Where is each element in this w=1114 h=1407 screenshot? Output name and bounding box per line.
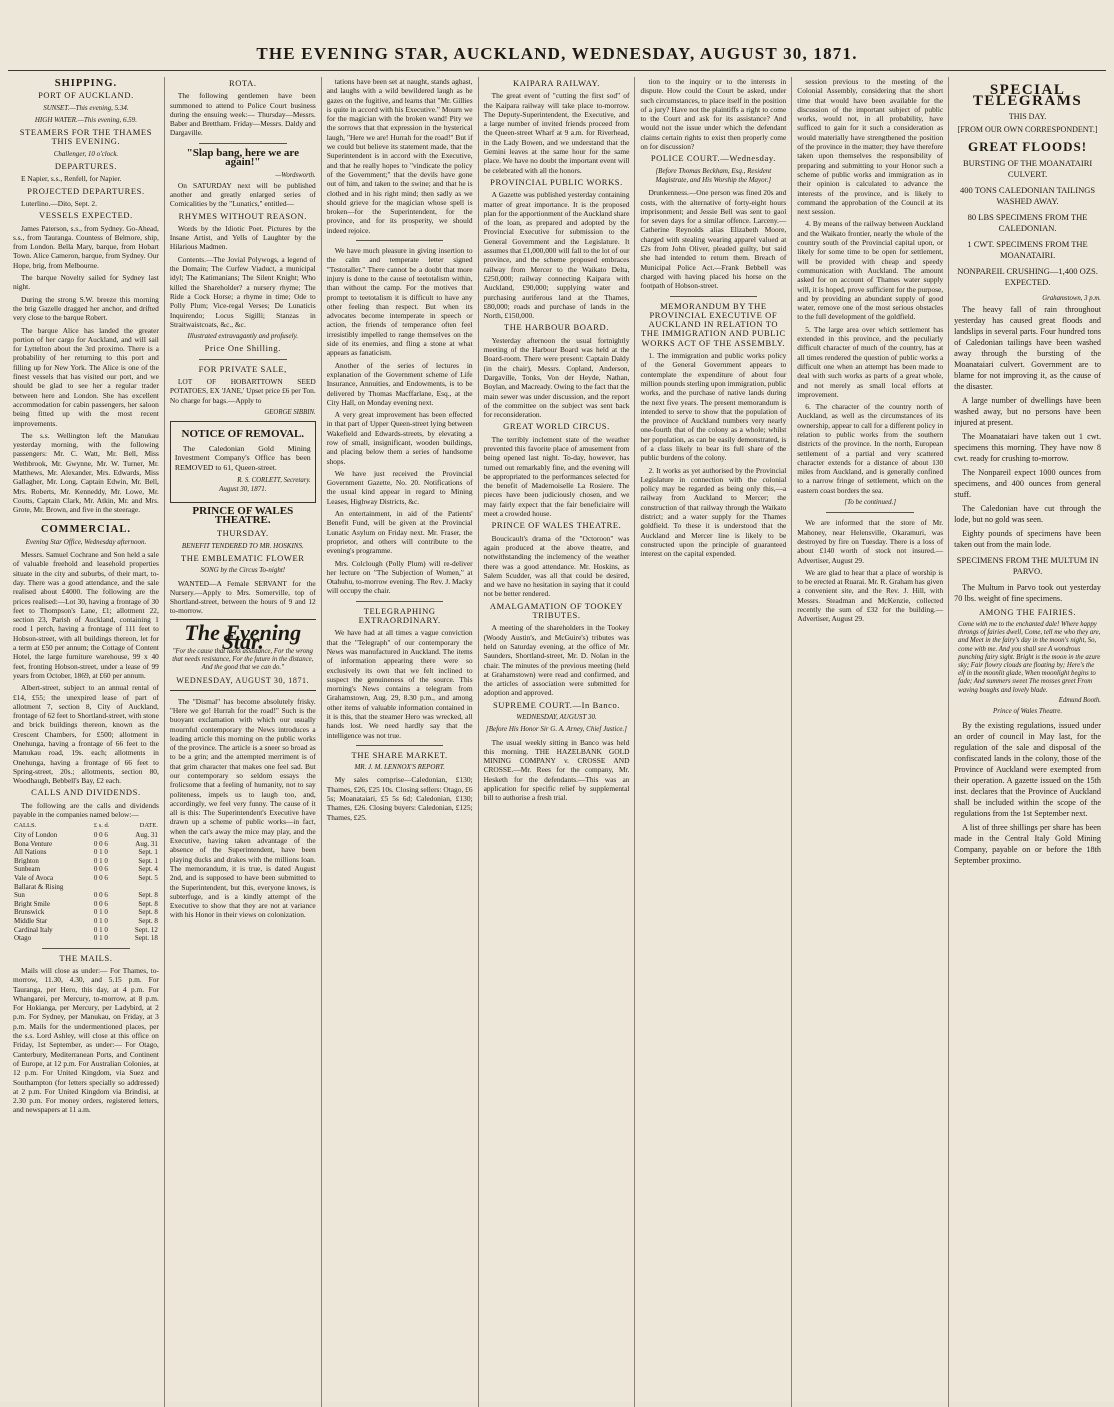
calls-date: Sept. 12 (134, 925, 158, 934)
paper-motto: "For the cause that lacks assistance, For the wrong that needs resistance, For the future in the distance, And the good that we can do." (172, 648, 314, 672)
calls-amount (93, 883, 120, 892)
supreme-court-text: The usual weekly sitting in Banco was held this morning. THE HAZELBANK GOLD MINING COMPANY v. CROSSE AND CROSSE.—Mr. Rees for the company, Mr. Hesketh for the defendants.—This was an application for specific relief by supplemental bill to authorise a fresh trial. (483, 737, 630, 803)
memorandum-para-6: 6. The character of the country north of Auckland, as well as the circumstances of its ownership, appear to call for a different policy in relation to public works from the southern districts of the province. In the north, European settlement of a partial and very scattered character extends for a distance of about 130 miles from Auckland, and is generally confined to a narrow fringe of settlement, which on the eastern coast borders the sea. (797, 402, 944, 495)
divider (670, 296, 758, 297)
editorial-text: The "Dismal" has become absolutely frisky. "Here we go! Hurrah for the road!" Such is the buoyant exclamation with which our usually mournful contemporary the News introduces a leading article this morning on the public works of the province. The article is a sneer so broad as to be a grin; and the attempted merriment is of that grim character that makes one feel sad. But our contemporary so seldom essays the frolicsome that a feeling of humanity, not to say politeness, impels us to laugh too, and, accordingly, we feel very funny. The cause of it all is this: The Superintendent's Executive have drawn up a scheme of public works—in fact, when the cat's away the mice may play, and the Executive, having taken advantage of the absence of the Superintendent, have been playing ducks and drakes with the millions loan. The memorandum, it is true, is dated August 2nd, and is supposed to have been submitted to the Superintendent, but this, everyone knows, is subterfuge, and is a kindly attempt of the Executive to show that they are not at variance with his Honor in their views on colonization. (169, 696, 316, 920)
calls-date: Sept. 4 (138, 865, 158, 874)
news-para-3: A very great improvement has been effected in that part of Upper Queen-street lying between Wakefield and Edwards-streets, by elevating a row of small, insignificant, wooden buildings, and placing below them a series of handsome shops. (326, 410, 473, 466)
divider (826, 512, 914, 513)
divider (199, 143, 287, 144)
fairies-poem: Come with me to the enchanted dale! Where happy throngs of fairies dwell, Come, tell me who they are, and Meet in the fairy's day in the moon's night, So, come with me. And you shall see A wondrous punching fairy sight. Bright is the moon in the azure sky; Fair flowry clouds are floating by; Here's the elf in the moonlit glade, When moonlight begins to fade; And summers sweet The mosses greet From waving boughs and lovely blade. (958, 621, 1101, 694)
share-market-heading: THE SHARE MARKET. (351, 749, 448, 760)
removal-heading: NOTICE OF REMOVAL. (181, 428, 305, 441)
slap-bang-attribution: —Wordsworth. (275, 172, 316, 180)
regulations-para: By the existing regulations, issued under an order of council in May last, for the regulation of the sale and disposal of the confiscated lands in the colony, those of the Province of Auckland were exempted from their operation. A gazette issued on the 15th inst. declares that the Province of Auckland shall be included within the scope of the regulations from the 1st September next. (954, 720, 1101, 818)
nonpareil-headline: NONPAREIL CRUSHING—1,400 OZS. EXPECTED. (957, 266, 1098, 287)
shipping-para-2: During the strong S.W. breeze this morning the brig Gazelle dragged her anchor, and drifted very close to the barque Robert. (13, 294, 159, 323)
commercial-para-2: Albert-street, subject to an annual rental of £14, £55; the unexpired lease of part of allotment 7, section 8, City of Auckland, frontage of 62 feet to Shortland-street, with stone and brick buildings thereon, known as the Crescent Chambers, for £500; allotment in Onehunga, having a frontage of 66 feet to the Manukau road, 19s. each; allotments in Onehunga, having a frontage of 66 feet to Spring-street, 20s.; allotments, section 80, Woodhaugh, Bebbell's Bay, £2 each. (13, 683, 159, 786)
column-courts (635, 77, 792, 1407)
mails-heading: THE MAILS. (59, 952, 113, 963)
calls-name: City of London (14, 830, 58, 839)
wanted-ad: WANTED—A Female SERVANT for the Nursery.—Apply to Mrs. Somerville, top of Shortland-street, between the hours of 9 and 12 to-morrow. (169, 578, 316, 616)
kaipara-text: The great event of "cutting the first sod" of the Kaipara railway will take place to-morrow. The Deputy-Superintendent, the Executive, and a large number of invited friends proceed from the Queen-street Wharf at 9 a.m. for Riverhead, in the Lady Bowen, and we understand that the Gemini leaves at the same hour for the same place. We have no doubt the important event will be celebrated with all the honors. (483, 91, 630, 175)
supreme-court-heading: SUPREME COURT.—In Banco. (492, 699, 621, 710)
supreme-court-date: WEDNESDAY, AUGUST 30. (516, 713, 597, 721)
column-advertisements (165, 77, 322, 1407)
calls-name: Otago (14, 934, 32, 943)
share-market-text: My sales comprise—Caledonian, £130; Thames, £26, £25 10s. Closing sellers: Otago, £6 5s; Moanataiari, £5 5s 6d; Caledonian, £130; Thames, £26. Closing buyers: Caledonian, £125; Thames, £25. (326, 775, 473, 822)
table-row (13, 908, 159, 917)
commercial-dateline: Evening Star Office, Wednesday afternoon. (25, 537, 147, 546)
public-works-heading: PROVINCIAL PUBLIC WORKS. (490, 176, 623, 187)
tailings-headline: 400 TONS CALEDONIAN TAILINGS WASHED AWAY. (960, 185, 1096, 206)
memorandum-para-4: 4. By means of the railway between Auckland and the Waikato frontier, nearly the whole of the country south of the Provincial capital upon, or likely for some time to be open for settlement, will be provided with cheap and speedy communication with Auckland. The amount asked for on account of Thames water supply will, it is hoped, prove sufficient for the purpose, and by providing an abundant supply of good water, remove one of the most serious obstacles to the full development of the goldfield. (797, 219, 944, 322)
divider (42, 519, 130, 520)
steamers-heading: STEAMERS FOR THE THAMES THIS EVENING. (19, 127, 153, 147)
rhymes-text: Words by the Idiotic Poet. Pictures by the Insane Artist, and Yells of Laughter by the Hilarious Madmen. (169, 223, 316, 252)
calls-date: Sept. 8 (138, 908, 158, 917)
private-sale-text: LOT OF HOBARTTOWN SEED POTATOES, EX 'JANE,' Upset price £6 per Ton. No charge for bags.—Apply to (169, 377, 316, 405)
amalgamation-text: A meeting of the shareholders in the Tookey (Woody Austin's, and McGuire's) tributes was held on Saturday evening, at the office of Mr. Saunders, Shortland-street, Mr. D. Nolan in the chair. The minutes of the previous meeting (held at Grahamstown) were read and confirmed, and the articles of association were submitted for adoption and approved. (483, 623, 630, 698)
divider (356, 601, 444, 602)
kaipara-heading: KAIPARA RAILWAY. (512, 78, 601, 88)
saturday-notice: On SATURDAY next will be published another and greatly enlarged series of Comicalities by the "Lunatics," entitled— (169, 180, 316, 209)
calls-amount: 0 0 6 (93, 865, 108, 874)
news-para-1: We have much pleasure in giving insertion to the calm and temperate letter signed "Testotaller." There cannot be a doubt that more injury is done to the cause of teetotalism within, than without the camp. For the motives that prompt to teetotalism it is difficult to have any other feeling than respect. But when its advocates become intemperate in speech or action, the friends of temperance often feel irresistibly impelled to range themselves on the side of its enemies, and fling a stone at what appears as fanaticism. (326, 246, 473, 358)
calls-date: Sept. 1 (138, 848, 158, 857)
poem-author: Edmund Booth. (1058, 696, 1101, 704)
rhymes-contents: Contents.—The Jovial Polywogs, a legend of the Domain; The Curfew Viaduct, a municipal idyl; The Katimanians; The Silent Knight; Who killed the Shareholder? a nursery rhyme; The Ride a Cock Horse; a rhyme in time; Ode to Polly Plum; Vice-regal Verses; De Lunaticis Inquirendo; Locus Sigilli; Stanzas in Straitwaistcoats, &c., &c. (169, 254, 316, 329)
flower-heading: THE EMBLEMATIC FLOWER (181, 552, 305, 563)
police-court-text: Drunkenness.—One person was fined 20s and costs, with the alternative of forty-eight hours imprisonment; and Jessie Bell was sent to gaol for seven days for a similar offence. Larceny.—Catherine Reynolds alias Elizabeth Moore, charged with stealing wearing apparel valued at £2s from John Oliver, pleaded guilty, but said she had intended to return them. Breach of Municipal Police Act.—Frank Bebbell was charged with having placed his horse on the footpath of Hobson-street. (640, 188, 787, 291)
call-notice: A list of three shillings per share has been made in the Central Italy Gold Mining Company, payable on or before the 18th September proximo. (954, 822, 1101, 865)
calls-name: Sunbeam (14, 865, 41, 874)
police-court-sub: [Before Thomas Beckham, Esq., Resident Magistrate, and His Worship the Mayor.] (655, 166, 772, 184)
notice-worship: We are glad to hear that a place of worship is to be erected at Ruarai. Mr. R. Graham has given a convenient site, and the Rev. J. Hill, with Messrs. Steadman and McKenzie, collected recently the sum of £32 for the building.—Advertiser, August 29. (797, 567, 944, 624)
public-works-text: A Gazette was published yesterday containing matter of great importance. It is the proposed plan for the apportionment of the Auckland share of the loan, as prepared and adopted by the Provincial Executive for submission to the General Government and the Legislature. It assumes that £1,000,000 will fall to the lot of our province, and the scheme proposed embraces railway from Mercer to the Waikato Delta, £250,000; railway connecting Kaipara with Auckland, £90,000; supplying water and purchasing auriferous land at the Thames, £80,000; roads and purchase of lands in the North, £150,000. (483, 190, 630, 321)
table-row (13, 883, 159, 892)
telegram-para-5: The Caledonian have cut through the lode, but no gold was seen. (954, 504, 1101, 524)
table-row (13, 900, 159, 909)
calls-amount: 0 1 0 (93, 934, 108, 943)
news-para-2: Another of the series of lectures in explanation of the Government scheme of Life Insurance, Annuities, and Endowments, is to be delivered by Thomas Macffarlane, Esq., at the City Hall, on Monday evening next. (326, 360, 473, 407)
shipping-para-4: The s.s. Wellington left the Manukau yesterday morning, with the following passengers: Mr. C. Watt, Mr. Bell, Miss Wethbrook, Mr. Gwynne, Mr. W. Turner, Mr. Matthews, Mr. Alexander, Mrs. Edwards, Miss Gallagher, Mr. Long, Captain Edwin, Mr. Bell, Mrs. Roberts, Mr. Kenneddy, Mr. Lowe, Mr. Coutts, Captain Clark, Mr. Atkin, Mr. and Mrs. Grote, Mr. Brown, and five in the steerage. (13, 430, 159, 515)
slap-bang-quote: "Slap bang, here we are again!" (186, 146, 299, 169)
table-row (13, 831, 159, 840)
removal-date: August 30, 1871. (219, 485, 267, 494)
court-cont: tion to the inquiry or to the interests in dispute. How could the Court be asked, under such circumstances, to place itself in the position of a jury? Have not the plaintiffs a right to come to the Court and ask for its assistance? And would not the issue under which the defendant claims certain rights to exist then properly come on for discussion? (640, 77, 787, 152)
theatre-heading: PRINCE OF WALES THEATRE. (192, 504, 294, 527)
calls-amount: 0 0 6 (93, 839, 108, 848)
table-row (13, 840, 159, 849)
paper-title: The Evening Star. (184, 619, 302, 655)
telegrams-source: [FROM OUR OWN CORRESPONDENT.] (957, 125, 1098, 134)
editorial-cont: tations have been set at naught, stands aghast, and laughs with a wild bewildered laugh as he gazes on the fugitive, and learns that "Mr. Gillies is quite in accord with his Executive." Mourn we for the magician with the broken wand! Pity we the sorrows that that expression in the hysterical laugh, "Here we are! Hurrah for the road!" But if we could but believe its statement made, that the Superintendent is in accord with the Executive, and that he really hopes to "vindicate the policy of the Government;" that the devils have gone out of him, and taken to the swine; and that he is clothed and in his right mind; then sadly as we should grieve for the magician whose spell is broken—for the Superintendent, for the province, and for its prosperity, we should indeed rejoice. (326, 77, 473, 235)
calls-name: All Nations (14, 848, 47, 857)
theatre-benefit: BENEFIT TENDERED TO MR. HOSKINS. (181, 541, 304, 550)
calls-name: Bona Venture (14, 839, 53, 848)
memorandum-para-3: session previous to the meeting of the Colonial Assembly, considering that the short time that would have been available for the discussion of the important subject of public works, would not, in all probability, have sufficed to gain for it such a consideration as would materially have strengthened the position of the province in the matter; they have therefore taken upon themselves the responsibility of preparing and submitting to your Honor such a scheme of public works and immigration as in their opinion is calculated to advance the interests of the province, and is likely to command the approbation of the Council at its next session. (797, 77, 944, 217)
removal-signature: R. S. CORLETT, Secretary. (237, 476, 311, 484)
divider (356, 745, 444, 746)
circus-text: The terribly inclement state of the weather prevented this favorite place of amusement from being opened last night. To-day, however, has turned out remarkably fine, and the evening will be appropriated to the performances selected for the benefit of Mademoiselle La Rosiere. The pieces have been judiciously chosen, and we may fairly expect that the fair beneficiaire will meet a crowded house. (483, 434, 630, 519)
telegram-para-4: The Nonpareil expect 1000 ounces from specimens, and 400 ounces from general stuff. (954, 468, 1101, 499)
departures: E Napier, s.s., Renfell, for Napier. (21, 174, 122, 184)
telegram-para-3: The Moanataiari have taken out 1 cwt. specimens this morning. They have now 8 cwt. ready for crushing to-morrow. (954, 432, 1101, 463)
calls-amount: 0 0 6 (93, 891, 108, 900)
news-para-4: We have just received the Provincial Government Gazette, No. 20. Notifications of the usual kind appear in regard to Mining Leases, Highway Districts, &c. (326, 468, 473, 506)
calls-date: Sept. 8 (138, 891, 158, 900)
great-floods-headline: GREAT FLOODS! (968, 139, 1088, 154)
memorandum-para-2: 2. It works as yet authorised by the Provincial Legislature in connection with the colonial policy may be regarded as being only this,—a railway from Auckland to Mercer; the construction of that railway through the Waikato district; and a water supply for the Thames goldfield. To these it is understood that the Auckland and Mercer line is likely to be constructed upon the principle of guaranteed interest on the capital expended. (640, 465, 787, 559)
projected-heading: PROJECTED DEPARTURES. (27, 185, 145, 196)
grahamstown-dateline: Grahamstown, 3 p.m. (1042, 295, 1101, 302)
amalgamation-heading: AMALGAMATION OF TOOKEY TRIBUTES. (489, 600, 624, 621)
calls-amount: 0 0 6 (93, 873, 108, 882)
column-editorial (322, 77, 479, 1407)
to-be-continued: [To be continued.] (844, 498, 897, 507)
divider (42, 948, 130, 949)
departures-heading: DEPARTURES. (54, 161, 118, 172)
divider (356, 240, 444, 241)
flower-sub: SONG by the Circus To-night! (200, 566, 286, 575)
private-sale-signature: GEORGE SIBBIN. (264, 408, 316, 416)
column-shipping (8, 77, 165, 1407)
calls-body (13, 831, 159, 943)
telegraphing-heading: TELEGRAPHING EXTRAORDINARY. (358, 605, 441, 626)
calls-header-row (13, 822, 159, 831)
calls-heading: CALLS AND DIVIDENDS. (31, 787, 141, 798)
calls-date: Sept. 8 (138, 899, 158, 908)
calls-amount: 0 1 0 (93, 848, 108, 857)
calls-col-header: CALLS. (14, 822, 37, 830)
telegrams-day: THIS DAY. (1008, 112, 1047, 121)
share-market-sub: MR. J. M. LENNOX'S REPORT. (354, 763, 445, 772)
multum-text: The Multum in Parvo took out yesterday 70 lbs. weight of fine specimens. (954, 583, 1101, 603)
multum-headline: SPECIMENS FROM THE MULTUM IN PARVO. (956, 555, 1099, 576)
telegraphing-text: We have had at all times a vague conviction that the "Telegraph" of our contemporary the News was manufactured in Auckland. The items of information appearing there were so exclusively its own that we felt inclined to suspect the genuineness of the source. This morning's News contains a telegram from Grahamstown, Aug. 29, 8.30 p.m., and among other items of valuable information contained in it is this, that the steamer Hero was wrecked, all hands lost. We need hardly say that the intelligence was not true. (326, 628, 473, 740)
calls-date (120, 883, 159, 892)
sunset: SUNSET.—This evening, 5.34. (43, 103, 129, 112)
rhymes-heading: RHYMES WITHOUT REASON. (178, 210, 307, 221)
vessels-heading: VESSELS EXPECTED. (39, 210, 133, 221)
projected: Luterlino.—Dito, Sept. 2. (21, 198, 97, 208)
table-row (13, 848, 159, 857)
harbour-board-heading: THE HARBOUR BOARD. (504, 322, 610, 333)
shipping-para-3: The barque Alice has landed the greater portion of her cargo for Auckland, and will sail for Lyttelton about the 3rd proximo. There is a probability of her returning to this port and filling up for New York. The Alice is one of the finest vessels that has visited our port, and we should be glad to see her a regular trader between here and London. She has excellent accommodation for cabin passengers, her saloon being fitted up with the most recent improvements. (13, 325, 159, 428)
steamers: Challenger, 10 o'clock. (53, 149, 119, 158)
commercial-para-1: Messrs. Samuel Cochrane and Son held a sale of valuable freehold and leasehold properties situate in the city and suburbs, of their mart, to-day. There was a good attendance, and the sale realised about £4000. The following are the prices realised:—Lot 30, having a frontage of 30 feet to Thompson's Lane, £1; allotment 22, section 23, Parish of Auckland, containing 1 rood 1 perch, having a frontage of 111 feet to Hobson-street, with all buildings thereon, let for a term at £50 per annum; the Cottage of Content Hotel, the large furniture warehouse, 99 x 40 feet, fronting Hobson-street, under a lease of 99 years from October, 1869, at £60 per annum. (13, 550, 159, 680)
table-row (13, 926, 159, 935)
calls-date: Aug. 31 (135, 839, 158, 848)
calls-date: Sept. 8 (138, 916, 158, 925)
calls-amount: 0 1 0 (93, 916, 108, 925)
telegram-para-6: Eighty pounds of specimens have been taken out from the main lode. (954, 529, 1101, 549)
calls-name: Vale of Avoca (14, 873, 54, 882)
circus-heading: GREAT WORLD CIRCUS. (503, 421, 610, 432)
mails-text: Mails will close as under:— For Thames, to-morrow, 11.30, 4.30, and 5.15 p.m. For Tauranga, per Hero, this day, at 4 p.m. For Whangarei, per Mercury, to-morrow, at 8 p.m. For Hokianga, per Mercury, per Ladybird, at 2 p.m. For Sydney, per Manukau, on Friday, at 3 p.m. Mails for the undermentioned places, per the s.s. Lord Ashley, will close at this office on Friday, 1st September, as under:— For Otago, Canterbury, Mediterranean Ports, and Continent of Europe, at 12 p.m. For Australian Colonies, at 12 p.m. For United Kingdom, via Suez and Southampton (for letters specially so addressed) at 2 p.m. For United Kingdom via Brindisi, at 2.30 p.m. For money orders, registered letters, and newspapers at 11 a.m. (13, 965, 159, 1115)
supreme-court-sub: [Before His Honor Sir G. A. Arney, Chief Justice.] (485, 725, 628, 734)
paper-date: WEDNESDAY, AUGUST 30, 1871. (176, 676, 310, 686)
column-local-news (479, 77, 636, 1407)
theatre-review-text: Boucicault's drama of the "Octoroon" was again produced at the above theatre, and notwithstanding the inclemency of the weather there was a good attendance. Mr. Hoskins, as Salem Scudder, was all that could be desired, and we have no hesitation in saying that it could not be better rendered. (483, 533, 630, 599)
calls-date: Sept. 5 (138, 873, 158, 882)
calls-col-header: £ s. d. (93, 822, 110, 830)
memorandum-heading: MEMORANDUM BY THE PROVINCIAL EXECUTIVE OF AUCKLAND IN RELATION TO THE IMMIGRATION AND PUBLIC WORKS ACT OF THE ASSEMBLY. (640, 300, 786, 348)
shipping-heading: SHIPPING. (54, 78, 118, 89)
masthead-rule (8, 70, 1106, 71)
table-row (13, 874, 159, 883)
news-para-5: An entertainment, in aid of the Patients' Benefit Fund, will be given at the Provincial Lunatic Asylum on Friday next. Mr. Fraser, the proprietor, and others will contribute to the evening's programme. (326, 509, 473, 556)
column-telegrams (949, 77, 1106, 1407)
calls-name: Sun (14, 891, 25, 900)
calls-name: Bright Smile (14, 899, 50, 908)
memorandum-para-1: 1. The immigration and public works policy of the General Government appears to contemplate the expenditure of about four million pounds sterling upon immigration, public works, and the purchase of native lands during the next five years. The present memorandum is intended to serve to show that the population of the province of Auckland numbers very nearly one-fourth that of the colony as a whole; whilst her population, as can be easily demonstrated, is of a class likely to bear its full share of the public burdens of the colony. (640, 351, 787, 463)
telegrams-heading: SPECIAL TELEGRAMS (972, 82, 1083, 109)
column-memorandum (792, 77, 949, 1407)
theatre-day: THURSDAY. (216, 528, 269, 539)
fairies-heading: AMONG THE FAIRIES. (979, 607, 1077, 617)
columns (8, 77, 1106, 1407)
table-row (13, 857, 159, 866)
calls-date: Aug. 31 (135, 830, 158, 839)
table-row (13, 891, 159, 900)
table-row (13, 934, 159, 943)
caledonian-specimens-headline: 80 LBS SPECIMENS FROM THE CALEDONIAN. (967, 212, 1088, 233)
calls-amount: 0 1 0 (93, 925, 108, 934)
removal-notice (170, 421, 316, 503)
moanataiari-specimens-headline: 1 CWT. SPECIMENS FROM THE MOANATAIRI. (967, 239, 1088, 260)
theatre-review-heading: PRINCE OF WALES THEATRE. (491, 520, 622, 531)
telegram-para-2: A large number of dwellings have been washed away, but no persons have been injured at present. (954, 396, 1101, 427)
price: Price One Shilling. (204, 343, 281, 354)
illustrated-note: Illustrated extravagantly and profusely. (187, 332, 299, 341)
calls-intro: The following are the calls and dividends payable in the companies named below:— (13, 800, 159, 820)
harbour-board-text: Yesterday afternoon the usual fortnightly meeting of the Harbour Board was held at the Board-room. There were present: Captain Daldy (in the chair), Messrs. Copland, Anderson, Dargaville, Tonks, Von der Heyde, Nathan, Boylan, and Macready. Owing to the fact that the main sewer was under discussion, and the report of the committee on the subject was sent back for reconsideration. (483, 335, 630, 420)
calls-date: Sept. 1 (138, 856, 158, 865)
calls-amount: 0 0 6 (93, 830, 108, 839)
table-row (13, 917, 159, 926)
calls-name: Cardinal Italy (14, 925, 53, 934)
calls-col-header: DATE. (139, 822, 158, 830)
calls-table (13, 822, 159, 942)
calls-date: Sept. 18 (134, 934, 158, 943)
notice-fire: We are informed that the store of Mr. Mahoney, near Helensville, Okaramuri, was destroyed by fire on Tuesday. There is a loss of about £140 worth of stock not insured.—Advertiser, August 29. (797, 518, 944, 565)
news-para-6: Mrs. Colclough (Polly Plum) will re-deliver her lecture on "The Subjection of Women," at Otahuhu, to-morrow evening. The Rev. J. Macky will occupy the chair. (326, 558, 473, 596)
calls-amount: 0 1 0 (93, 908, 108, 917)
calls-name: Brighton (14, 856, 39, 865)
private-sale-heading: FOR PRIVATE SALE, (198, 363, 287, 374)
calls-amount: 0 1 0 (93, 856, 108, 865)
rota-text: The following gentlemen have been summoned to attend to Police Court business during the ensuing week:— Thursday—Messrs. Baber and Brettham. Friday—Messrs. Daldy and Dargaville. (169, 91, 316, 138)
memorandum-para-5: 5. The large area over which settlement has extended in this province, and the peculiarly difficult character of much of the country, has at all times rendered the question of public works a difficult one when an attempt has been made to deal with such works as parts of a great whole, and not merely as small local efforts at improvement. (797, 324, 944, 399)
telegram-para-1: The heavy fall of rain throughout yesterday has caused great floods and landslips in several parts. Four hundred tons of Caledonian tailings have been washed away through the bursting of the Moanataiari culvert. Government are to blame for not improving it, as the cause of the disaster. (954, 305, 1101, 391)
port-heading: PORT OF AUCKLAND. (38, 90, 134, 101)
divider (199, 359, 287, 360)
calls-amount: 0 0 6 (93, 899, 108, 908)
shipping-para-1: The barque Novelty sailed for Sydney last night. (13, 273, 159, 292)
poem-location: Prince of Wales Theatre. (993, 706, 1063, 715)
commercial-heading: COMMERCIAL. (40, 524, 131, 536)
culvert-headline: BURSTING OF THE MOANATAIRI CULVERT. (962, 158, 1093, 179)
removal-text: The Caledonian Gold Mining Investment Company's Office has been REMOVED to 61, Queen-street. (174, 443, 311, 472)
table-row (13, 865, 159, 874)
calls-name: Brunswick (14, 908, 45, 917)
divider (170, 690, 316, 691)
calls-name: Middle Star (14, 916, 48, 925)
vessels-expected: James Paterson, s.s., from Sydney. Go-Ahead, s.s., from Tauranga. Countess of Belmore, ship, from London. Bella Mary, barque, from Hobart Town. Alice Cameron, barque, from Sydney. Our Hope, brig, from Melbourne. (13, 223, 159, 270)
high-water: HIGH WATER.—This evening, 6.59. (34, 115, 137, 124)
calls-name: Ballarat & Rising (14, 882, 64, 891)
rota-heading: ROTA. (228, 78, 257, 88)
masthead: THE EVENING STAR, AUCKLAND, WEDNESDAY, AUGUST 30, 1871. (256, 44, 858, 63)
police-court-heading: POLICE COURT.—Wednesday. (650, 153, 776, 164)
